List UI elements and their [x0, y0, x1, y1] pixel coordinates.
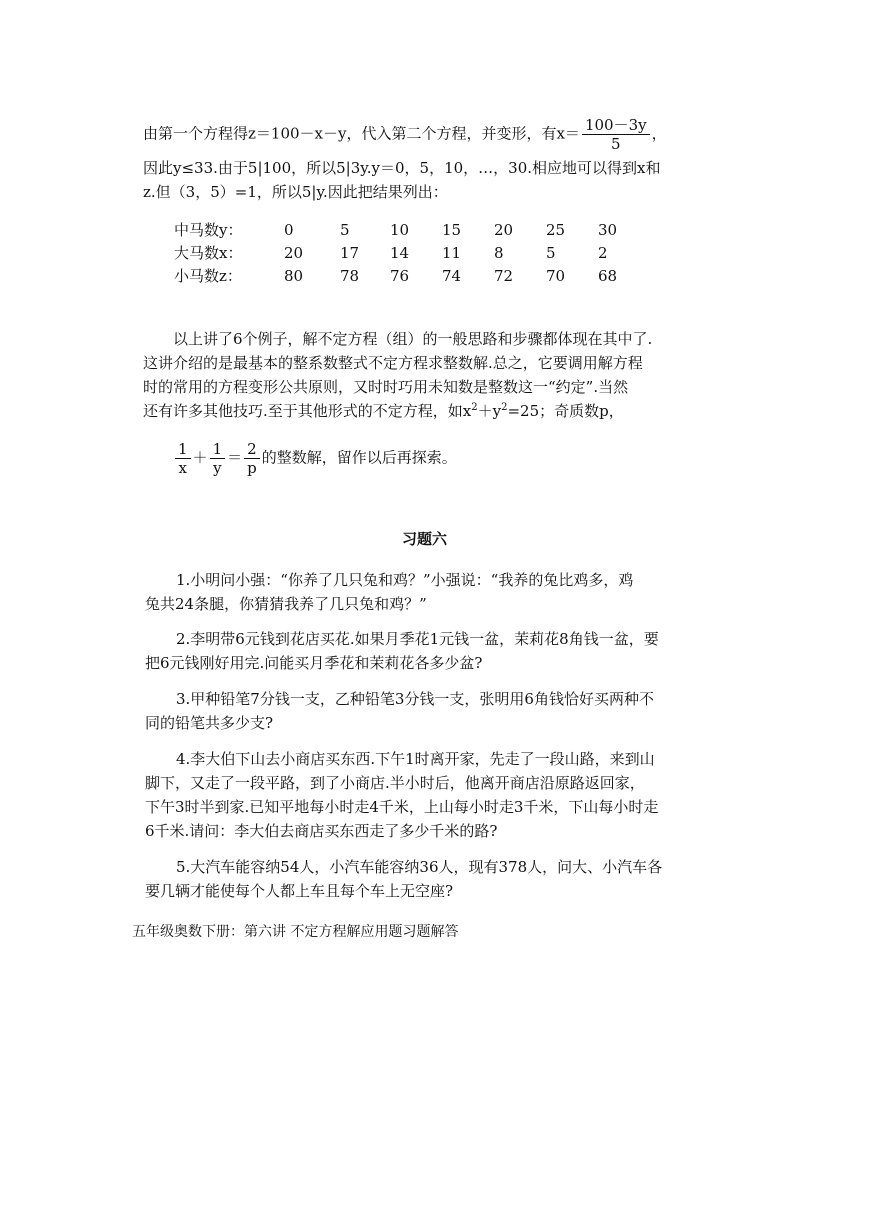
table-cell: 80 [284, 267, 304, 285]
table-cell: 8 [494, 244, 504, 262]
table-cell: 30 [598, 221, 618, 239]
table-cell: 2 [598, 244, 608, 262]
table-cell: 5 [340, 221, 350, 239]
table-cell: 11 [442, 244, 462, 262]
exercise-4-line-1: 4.李大伯下山去小商店买东西.下午1时离开家，先走了一段山路，来到山 [176, 750, 655, 768]
table-cell: 78 [340, 267, 360, 285]
table-cell: 15 [442, 221, 462, 239]
exercise-5-line-2: 要几辆才能使每个人都上车且每个车上无空座? [145, 882, 454, 900]
table-cell: 72 [494, 267, 514, 285]
exercise-1-line-2: 兔共24条腿，你猜猜我养了几只兔和鸡？” [145, 595, 427, 613]
fraction-1-over-x: $\frac{1}{x}$ [175, 440, 191, 477]
summary-line-5: $\frac{1}{x}$ ＋ $\frac{1}{y}$ ＝ $\frac{2}{p}$ 的整数解，留作以后再探索。 [173, 440, 457, 477]
exercise-2-line-1: 2.李明带6元钱到花店买花.如果月季花1元钱一盆，茉莉花8角钱一盆，要 [176, 630, 659, 648]
summary-line-4: 还有许多其他技巧.至于其他形式的不定方程，如$x^2+y^2=25$；奇质数p， [143, 402, 624, 420]
table-cell: 5 [546, 244, 556, 262]
table-cell: 70 [546, 267, 566, 285]
table-cell: 20 [494, 221, 514, 239]
exercise-4-line-2: 脚下，又走了一段平路，到了小商店.半小时后，他离开商店沿原路返回家， [145, 774, 645, 792]
fraction-2-over-p: $\frac{2}{p}$ [244, 440, 260, 477]
table-cell: 76 [390, 267, 410, 285]
summary-line-1: 以上讲了6个例子，解不定方程（组）的一般思路和步骤都体现在其中了. [173, 330, 653, 348]
fraction-1-over-y: $\frac{1}{y}$ [210, 440, 226, 477]
table-cell: 17 [340, 244, 360, 262]
table-cell: 20 [284, 244, 304, 262]
table-row-label: 中马数y： [174, 221, 243, 239]
footer-caption: 五年级奥数下册：第六讲 不定方程解应用题习题解答 [132, 924, 459, 940]
table-cell: 14 [390, 244, 410, 262]
exercise-4-line-3: 下午3时半到家.已知平地每小时走4千米，上山每小时走3千米，下山每小时走 [145, 798, 659, 816]
exercise-3-line-2: 同的铅笔共多少支? [145, 714, 274, 732]
fraction-x: $\frac{100-3y}{5}$ [582, 116, 650, 153]
exercise-5-line-1: 5.大汽车能容纳54人，小汽车能容纳36人，现有378人，问大、小汽车各 [176, 858, 663, 876]
table-cell: 0 [284, 221, 294, 239]
table-cell: 25 [546, 221, 566, 239]
exercise-3-line-1: 3.甲种铅笔7分钱一支，乙种铅笔3分钱一支，张明用6角钱恰好买两种不 [176, 690, 654, 708]
table-cell: 68 [598, 267, 618, 285]
summary-line-3: 时的常用的方程变形公共原则，又时时巧用未知数是整数这一“约定”.当然 [143, 378, 629, 396]
table-row-label: 小马数z： [174, 267, 242, 285]
intro-line-1: 由第一个方程得z＝100－x－y，代入第二个方程，并变形，有x＝ $\frac{100-3y}{5}$ ， [143, 116, 667, 153]
exercise-2-line-2: 把6元钱刚好用完.问能买月季花和茉莉花各多少盆? [145, 654, 483, 672]
exercise-title: 习题六 [401, 530, 447, 548]
exercise-4-line-4: 6千米.请问：李大伯去商店买东西走了多少千米的路? [145, 822, 498, 840]
table-cell: 10 [390, 221, 410, 239]
exercise-1-line-1: 1.小明问小强：“你养了几只兔和鸡？”小强说：“我养的兔比鸡多，鸡 [176, 571, 634, 589]
intro-line-3: z.但（3，5）=1，所以5|y.因此把结果列出： [143, 183, 448, 201]
intro-line-2: 因此y≤33.由于5|100，所以5|3y.y＝0，5，10，…，30.相应地可以得到x和 [143, 159, 661, 177]
summary-line-2: 这讲介绍的是最基本的整系数整式不定方程求整数解.总之，它要调用解方程 [143, 354, 643, 372]
table-row-label: 大马数x： [174, 244, 243, 262]
table-cell: 74 [442, 267, 462, 285]
